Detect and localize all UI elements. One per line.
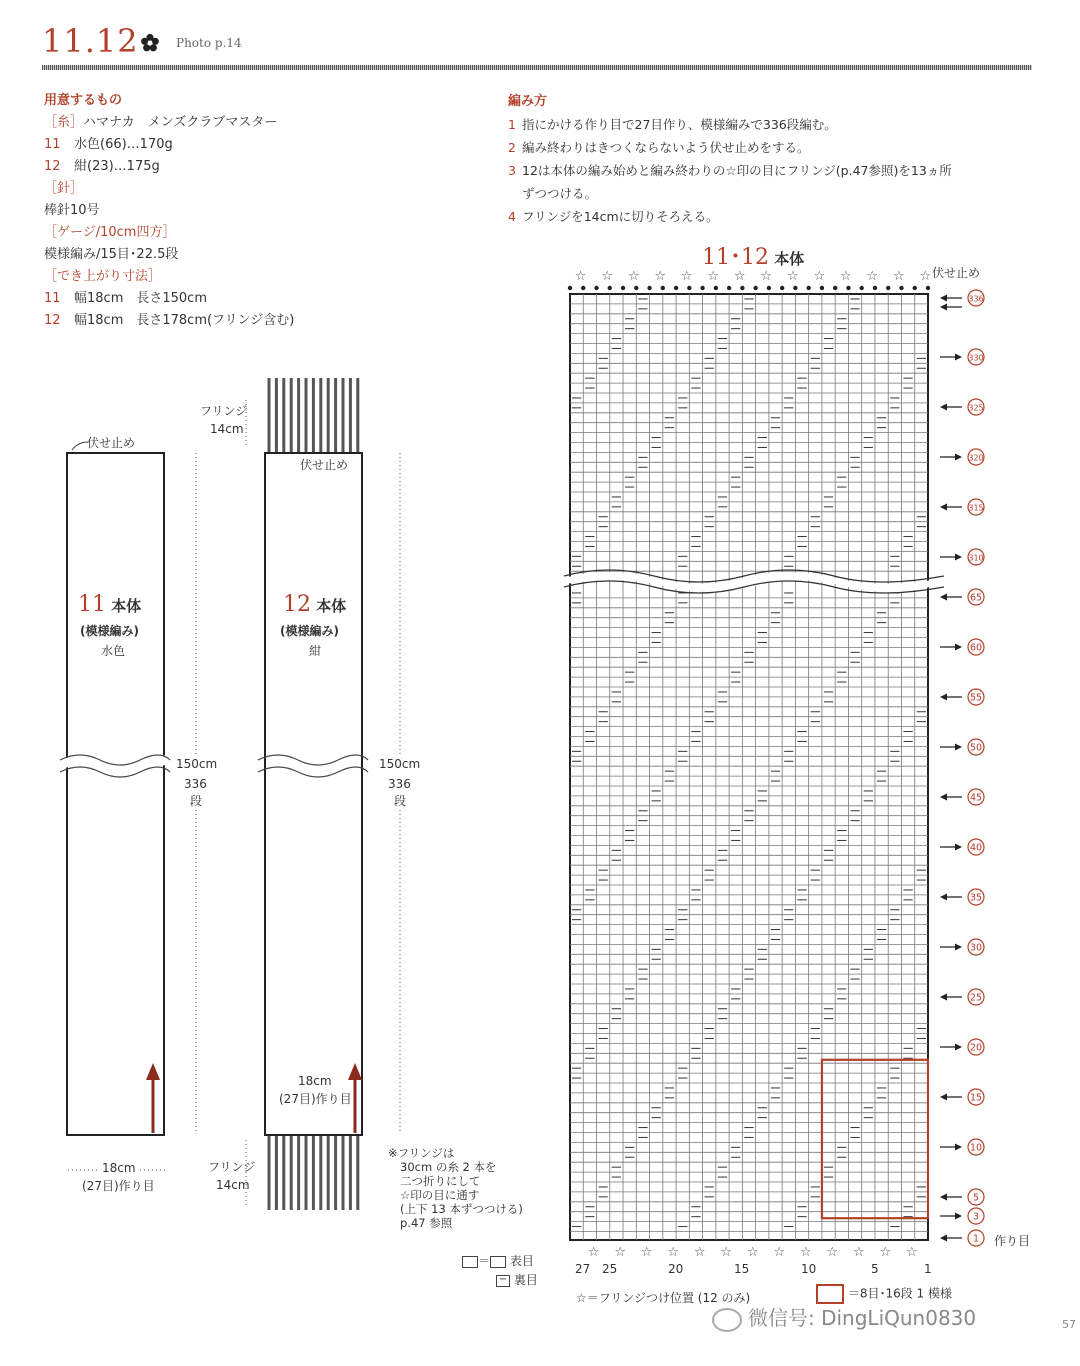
row-number: 5: [972, 1192, 980, 1204]
scarf-12-color: 紺: [309, 644, 322, 658]
num-11-label: 11: [44, 291, 61, 306]
row-number: 55: [969, 692, 983, 704]
size-11: 幅18cm 長さ150cm: [74, 291, 207, 306]
bindoff-dot: [886, 286, 890, 290]
row-arrow-icon: [955, 1213, 962, 1220]
fringe-star-icon: ☆: [919, 269, 932, 284]
bindoff-dot: [846, 286, 850, 290]
bindoff-dot: [700, 286, 704, 290]
scarf-11-outline: [67, 453, 164, 1135]
num-12-label: 12: [44, 313, 61, 328]
row-number: 320: [968, 453, 984, 463]
bindoff-dot: [806, 286, 810, 290]
fringe-star-icon: ☆: [667, 1245, 680, 1260]
chart-grid: [570, 294, 928, 1240]
bindoff-dot: [621, 286, 625, 290]
row-number: 336: [968, 294, 984, 304]
stitch-chart: [555, 260, 1025, 1260]
pattern-number: 11.12: [42, 22, 139, 60]
fringe-top: [269, 378, 358, 452]
row-arrow-icon: [940, 794, 947, 801]
scarf-12-label: 12 本体: [283, 592, 347, 617]
fringe-star-icon: ☆: [587, 1245, 600, 1260]
flower-icon: [140, 33, 160, 53]
bindoff-dot: [594, 286, 598, 290]
scarf-12-length: 150cm: [379, 757, 421, 771]
scarf-12-outline: [265, 453, 362, 1135]
scarf-diagrams: [0, 360, 560, 1260]
bindoff-dot: [780, 286, 784, 290]
row-arrow-icon: [940, 894, 947, 901]
fringe-star-icon: ☆: [574, 269, 587, 284]
row-arrow-icon: [940, 504, 947, 511]
method-step: 3 12は本体の編み始めと編み終わりの☆印の目にフリンジ(p.47参照)を13ヵ所: [508, 163, 952, 178]
row-number: 35: [969, 892, 983, 904]
row-number: 40: [969, 842, 983, 854]
row-number: 20: [969, 1042, 983, 1054]
row-number: 25: [969, 992, 983, 1004]
bindoff-dot: [793, 286, 797, 290]
row-number: 15: [969, 1092, 983, 1104]
scarf-11-length: 150cm: [176, 757, 218, 771]
row-number: 310: [968, 553, 984, 563]
row-arrow-icon: [955, 844, 962, 851]
col-label: 15: [734, 1262, 750, 1276]
fringe-star-icon: ☆: [614, 1245, 626, 1260]
chart-cast-on: 作り目: [994, 1234, 1031, 1248]
bindoff-dot: [833, 286, 837, 290]
scarf-12-pattern: (模様編み): [280, 624, 339, 638]
materials-section: [44, 90, 464, 332]
fringe-star-icon: ☆: [733, 269, 746, 284]
row-arrow-icon: [955, 454, 962, 461]
row-arrow-icon: [940, 1235, 947, 1242]
row-number: 10: [969, 1142, 983, 1154]
row-arrow-icon: [955, 644, 962, 651]
chart-title: 11･12 本体: [702, 245, 805, 270]
scarf-12-fringe-bottom: フリンジ: [208, 1160, 256, 1174]
scarf-12-fringe-top-length: 14cm: [210, 422, 244, 436]
fringe-star-icon: ☆: [826, 1245, 839, 1260]
fringe-star-icon: ☆: [601, 269, 613, 284]
row-number: 3: [972, 1211, 980, 1223]
bindoff-dot: [899, 286, 903, 290]
size-12: 幅18cm 長さ178cm(フリンジ含む): [74, 313, 295, 328]
row-arrow-icon: [940, 1194, 947, 1201]
method-step: 2 編み終わりはきつくならないよう伏せ止めをする。: [508, 140, 810, 155]
bindoff-dot: [674, 286, 678, 290]
fringe-note: ※フリンジは 30cm の糸 2 本を 二つ折りにして ☆印の目に通す (上下 13 本ずつつける) p.47 参照: [388, 1146, 523, 1230]
fringe-star-icon: ☆: [852, 1245, 865, 1260]
fringe-star-icon: ☆: [707, 269, 720, 284]
scarf-11-cast-on: (27目)作り目: [82, 1179, 155, 1193]
method-step: ずつつける。: [522, 186, 598, 201]
fringe-star-icon: ☆: [893, 269, 905, 284]
bindoff-dot: [714, 286, 718, 290]
row-arrow-icon: [955, 944, 962, 951]
watermark: 微信号: DingLiQun0830: [712, 1302, 976, 1332]
fringe-star-icon: ☆: [746, 1245, 759, 1260]
row-number: 1: [972, 1233, 980, 1245]
scarf-11-label: 11 本体: [78, 592, 142, 617]
fringe-star-icon: ☆: [799, 1245, 812, 1260]
row-arrow-icon: [955, 1144, 962, 1151]
row-arrow-icon: [940, 994, 947, 1001]
col-label: 1: [924, 1262, 932, 1276]
bindoff-dot: [753, 286, 757, 290]
fringe-star-icon: ☆: [866, 269, 879, 284]
scarf-12-rows: 336: [388, 777, 411, 791]
bindoff-dot: [727, 286, 731, 290]
bindoff-dot: [568, 286, 572, 290]
yarn-name: ハマナカ メンズクラブマスター: [83, 115, 278, 130]
method-section: [508, 90, 1028, 228]
row-arrow-icon: [940, 404, 947, 411]
size-label: ［でき上がり寸法］: [44, 269, 162, 284]
legend-repeat: ＝8目･16段 1 模様: [816, 1284, 952, 1304]
row-number: 50: [969, 742, 983, 754]
row-number: 60: [969, 642, 983, 654]
fringe-star-icon: ☆: [640, 1245, 653, 1260]
fringe-star-icon: ☆: [720, 1245, 733, 1260]
scarf-12-fringe-bottom-length: 14cm: [216, 1178, 250, 1192]
row-arrow-icon: [940, 1094, 947, 1101]
fringe-star-icon: ☆: [773, 1245, 786, 1260]
bindoff-dot: [767, 286, 771, 290]
fringe-star-icon: ☆: [680, 269, 693, 284]
fringe-star-icon: ☆: [760, 269, 773, 284]
photo-reference: Photo p.14: [176, 36, 242, 50]
page-number: 57: [1062, 1318, 1076, 1331]
materials-heading: 用意するもの: [44, 93, 123, 108]
yarn-label: ［糸］: [44, 115, 84, 130]
scarf-12-bindoff: 伏せ止め: [300, 458, 349, 472]
scarf-11-width: 18cm: [102, 1161, 136, 1175]
bindoff-dot: [647, 286, 651, 290]
fringe-star-icon: ☆: [627, 269, 640, 284]
scarf-12-cast-on: (27目)作り目: [279, 1092, 352, 1106]
row-number: 325: [968, 403, 984, 413]
row-number: 315: [968, 503, 984, 513]
fringe-star-icon: ☆: [906, 1245, 918, 1260]
gauge-label: ［ゲージ/10cm四方］: [44, 225, 176, 240]
scarf-11-bindoff: 伏せ止め: [87, 436, 136, 450]
header-rule: [42, 65, 1032, 70]
yarn-11: 水色(66)…170g: [74, 137, 173, 152]
row-number: 30: [969, 942, 983, 954]
row-arrow-icon: [940, 594, 947, 601]
fringe-bottom: [269, 1136, 358, 1210]
fringe-star-icon: ☆: [693, 1245, 706, 1260]
col-label: 20: [668, 1262, 684, 1276]
scarf-11-color: 水色: [101, 644, 126, 658]
bindoff-dot: [740, 286, 744, 290]
fringe-star-icon: ☆: [654, 269, 667, 284]
method-heading: 編み方: [508, 94, 548, 109]
scarf-12-width: 18cm: [298, 1074, 332, 1088]
num-11-label: 11: [44, 137, 61, 152]
legend-star: ☆＝フリンジつけ位置 (12 のみ): [576, 1291, 751, 1305]
gauge-value: 模様編み/15目･22.5段: [44, 247, 179, 262]
row-arrow-icon: [940, 295, 947, 302]
col-label: 27: [575, 1262, 591, 1276]
bindoff-dot: [820, 286, 824, 290]
yarn-12: 紺(23)…175g: [74, 159, 160, 174]
fringe-star-icon: ☆: [839, 269, 852, 284]
row-number: 45: [969, 792, 983, 804]
bindoff-dot: [608, 286, 612, 290]
method-step: 1 指にかける作り目で27目作り、模様編みで336段編む。: [508, 117, 837, 132]
needle-label: ［針］: [44, 181, 84, 196]
chart-bindoff: 伏せ止め: [932, 266, 981, 280]
scarf-12-fringe-top: フリンジ: [200, 404, 248, 418]
scarf-12-rows-unit: 段: [394, 794, 407, 808]
fringe-star-icon: ☆: [879, 1245, 892, 1260]
num-12-label: 12: [44, 159, 61, 174]
bindoff-dot: [926, 286, 930, 290]
scarf-11-rows-unit: 段: [190, 794, 203, 808]
row-arrow-icon: [955, 354, 962, 361]
bindoff-dot: [661, 286, 665, 290]
row-arrow-icon: [940, 304, 947, 311]
needle-value: 棒針10号: [44, 203, 100, 218]
wechat-icon: [712, 1308, 742, 1332]
fringe-star-icon: ☆: [786, 269, 799, 284]
row-arrow-icon: [955, 744, 962, 751]
bindoff-dot: [873, 286, 877, 290]
bindoff-dot: [581, 286, 585, 290]
legend-purl: − 裏目: [496, 1271, 538, 1288]
bindoff-dot: [860, 286, 864, 290]
col-label: 5: [871, 1262, 879, 1276]
method-step: 4 フリンジを14cmに切りそろえる。: [508, 209, 719, 224]
fringe-star-icon: ☆: [813, 269, 826, 284]
legend-knit: ＝ 表目: [462, 1252, 534, 1269]
row-arrow-icon: [955, 554, 962, 561]
bindoff-dot: [687, 286, 691, 290]
row-arrow-icon: [955, 1044, 962, 1051]
row-number: 330: [968, 353, 984, 363]
bindoff-dot: [634, 286, 638, 290]
row-number: 65: [969, 592, 983, 604]
bindoff-dot: [913, 286, 917, 290]
col-label: 25: [602, 1262, 618, 1276]
col-label: 10: [801, 1262, 817, 1276]
scarf-11-pattern: (模様編み): [80, 624, 139, 638]
scarf-11-rows: 336: [184, 777, 207, 791]
row-arrow-icon: [940, 694, 947, 701]
